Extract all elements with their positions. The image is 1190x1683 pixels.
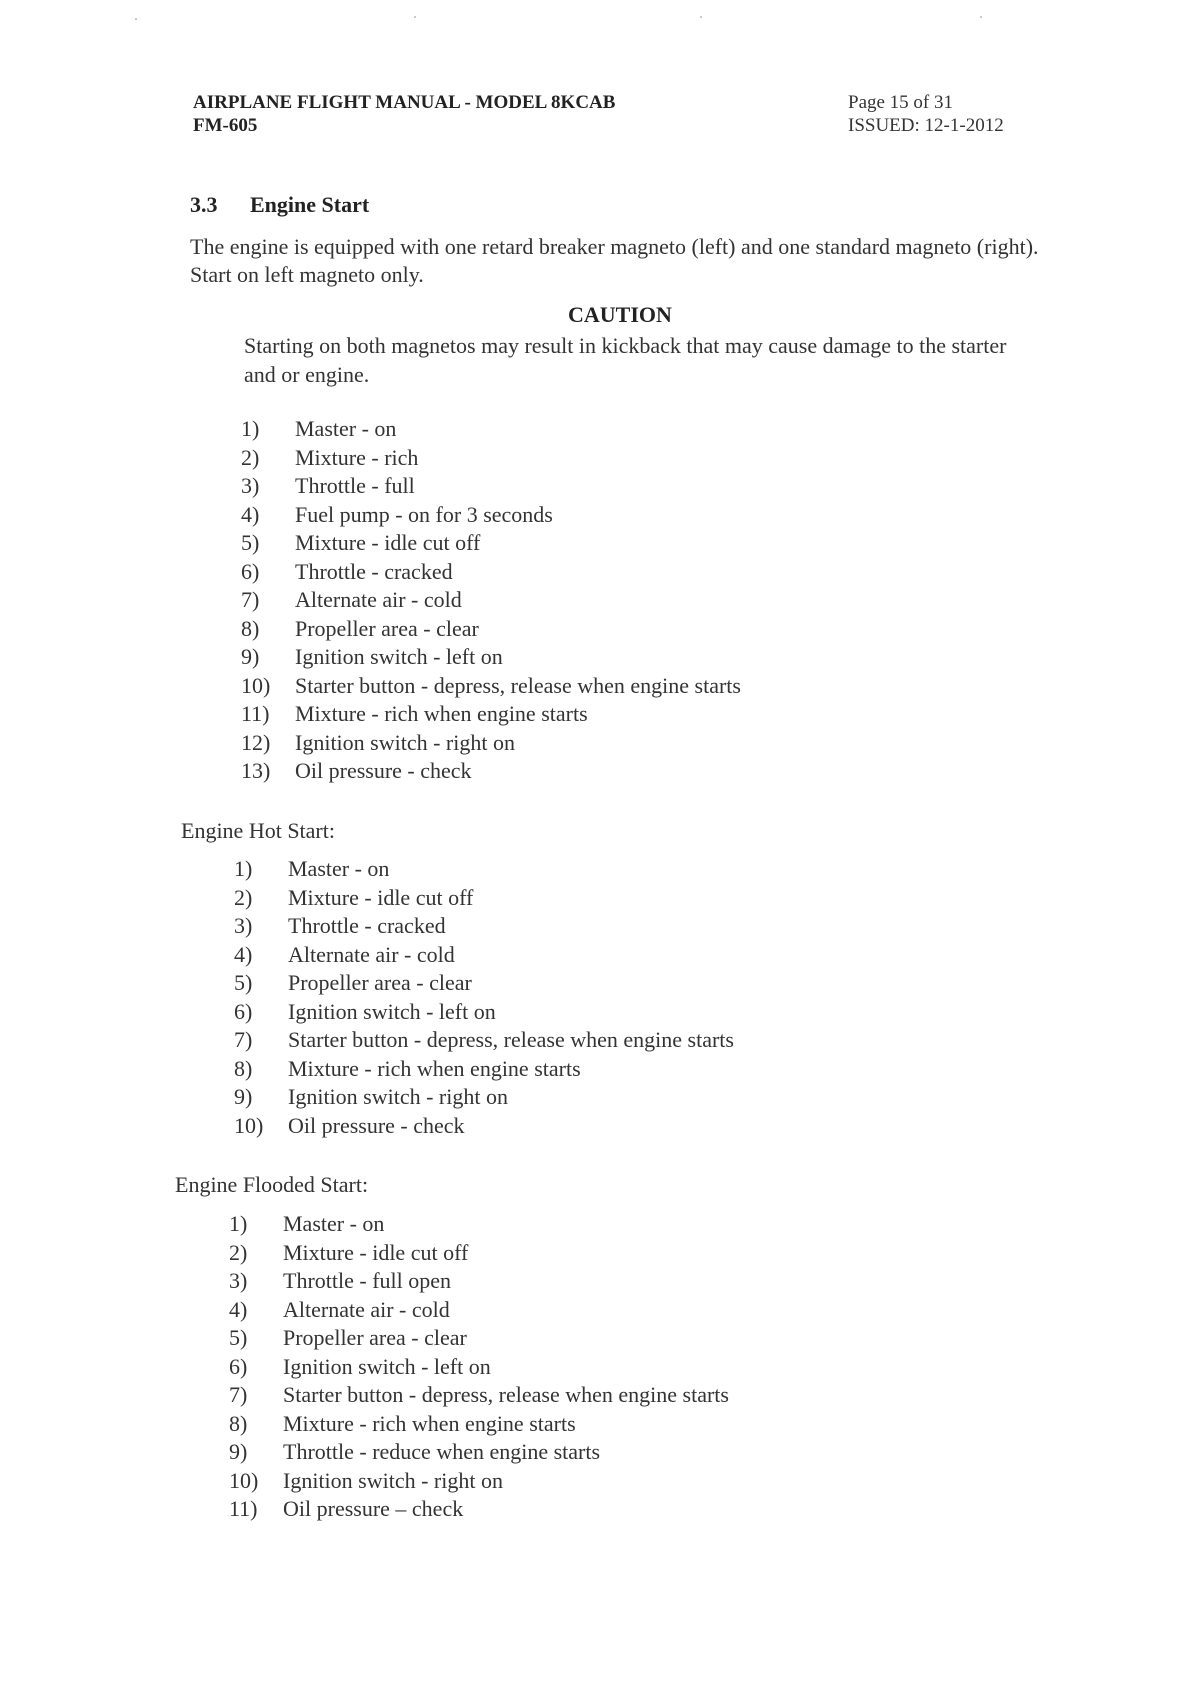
list-item — [234, 969, 734, 998]
scan-speck — [980, 16, 982, 18]
step-text: Propeller area - clear — [295, 615, 479, 641]
list-item — [234, 855, 734, 884]
step-number: 5) — [234, 970, 253, 995]
step-text: Alternate air - cold — [283, 1296, 450, 1322]
step-text: Master - on — [288, 856, 390, 881]
list-item — [229, 1381, 729, 1410]
section-number: 3.3 — [190, 192, 218, 217]
scan-speck — [700, 16, 702, 18]
list-item — [241, 700, 741, 729]
caution-text: Starting on both magnetos may result in kickback that may cause damage to the starter and or engine. — [244, 333, 1007, 387]
list-item — [241, 757, 741, 786]
list-item — [241, 558, 741, 587]
step-number: 6) — [241, 558, 260, 584]
step-number: 11) — [241, 701, 270, 726]
section-title: Engine Start — [250, 192, 370, 217]
step-number: 8) — [229, 1410, 248, 1436]
step-number: 10) — [241, 672, 271, 698]
step-text: Ignition switch - right on — [295, 729, 515, 755]
step-text: Oil pressure - check — [288, 1112, 465, 1138]
document-number: FM-605 — [193, 115, 258, 136]
list-item — [229, 1353, 729, 1382]
step-number: 3) — [234, 913, 253, 938]
scan-speck — [414, 16, 416, 18]
step-text: Alternate air - cold — [288, 941, 455, 967]
step-text: Throttle - cracked — [288, 913, 446, 938]
step-text: Throttle - cracked — [295, 558, 453, 584]
step-number: 1) — [241, 416, 260, 441]
list-item — [229, 1410, 729, 1439]
step-number: 7) — [229, 1382, 248, 1407]
step-text: Fuel pump - on for 3 seconds — [295, 501, 553, 527]
list-item — [229, 1267, 729, 1296]
list-item — [241, 415, 741, 444]
step-number: 3) — [229, 1268, 248, 1293]
step-text: Propeller area - clear — [288, 970, 472, 995]
step-number: 8) — [234, 1055, 253, 1081]
step-text: Alternate air - cold — [295, 587, 462, 612]
engine-start-steps — [241, 415, 741, 786]
step-text: Master - on — [295, 416, 397, 441]
step-number: 9) — [229, 1439, 248, 1464]
step-number: 8) — [241, 615, 260, 641]
list-item — [241, 501, 741, 530]
step-text: Starter button - depress, release when engine starts — [283, 1382, 729, 1407]
step-text: Mixture - rich when engine starts — [283, 1410, 576, 1436]
list-item — [229, 1495, 729, 1524]
list-item — [234, 1055, 734, 1084]
flooded-start-steps — [229, 1210, 729, 1524]
list-item — [229, 1324, 729, 1353]
list-item — [234, 1026, 734, 1055]
step-number: 4) — [241, 501, 260, 527]
step-number: 2) — [241, 444, 260, 470]
list-item — [234, 941, 734, 970]
step-text: Mixture - rich when engine starts — [288, 1055, 581, 1081]
step-text: Throttle - full open — [283, 1268, 452, 1293]
step-number: 6) — [229, 1353, 248, 1379]
step-text: Mixture - rich when engine starts — [295, 701, 588, 726]
list-item — [229, 1210, 729, 1239]
list-item — [234, 998, 734, 1027]
step-text: Throttle - reduce when engine starts — [283, 1439, 601, 1464]
step-text: Mixture - idle cut off — [295, 530, 481, 555]
issue-date: ISSUED: 12-1-2012 — [848, 115, 1004, 136]
step-number: 2) — [229, 1239, 248, 1265]
step-number: 1) — [234, 856, 253, 881]
step-text: Ignition switch - left on — [283, 1353, 491, 1379]
step-text: Propeller area - clear — [283, 1325, 467, 1350]
page-info — [848, 91, 1004, 137]
step-number: 12) — [241, 729, 271, 755]
step-number: 10) — [234, 1112, 264, 1138]
step-text: Ignition switch - left on — [288, 998, 496, 1024]
list-item — [241, 444, 741, 473]
step-text: Oil pressure - check — [295, 758, 472, 783]
step-number: 6) — [234, 998, 253, 1024]
step-number: 1) — [229, 1211, 248, 1236]
list-item — [241, 615, 741, 644]
list-item — [229, 1296, 729, 1325]
step-text: Ignition switch - left on — [295, 644, 503, 669]
list-item — [241, 643, 741, 672]
step-number: 3) — [241, 473, 260, 498]
list-item — [229, 1239, 729, 1268]
caution-title: CAUTION — [568, 302, 672, 327]
list-item — [234, 884, 734, 913]
list-item — [234, 912, 734, 941]
step-number: 11) — [229, 1496, 258, 1521]
section-heading — [190, 192, 369, 218]
list-item — [241, 586, 741, 615]
hot-start-heading: Engine Hot Start: — [181, 818, 335, 843]
list-item — [241, 472, 741, 501]
step-number: 9) — [234, 1084, 253, 1109]
hot-start-steps — [234, 855, 734, 1140]
step-number: 5) — [229, 1325, 248, 1350]
step-number: 4) — [229, 1296, 248, 1322]
step-text: Ignition switch - right on — [288, 1084, 508, 1109]
step-number: 2) — [234, 884, 253, 910]
step-number: 10) — [229, 1467, 259, 1493]
step-text: Ignition switch - right on — [283, 1467, 503, 1493]
step-text: Mixture - idle cut off — [283, 1239, 469, 1265]
step-text: Mixture - idle cut off — [288, 884, 474, 910]
list-item — [234, 1083, 734, 1112]
step-number: 13) — [241, 758, 271, 783]
step-text: Master - on — [283, 1211, 385, 1236]
step-text: Oil pressure – check — [283, 1496, 464, 1521]
section-intro: The engine is equipped with one retard breaker magneto (left) and one standard magneto (right). Start on left magneto only. — [190, 234, 1039, 287]
scan-speck — [135, 18, 137, 20]
step-number: 4) — [234, 941, 253, 967]
step-number: 9) — [241, 644, 260, 669]
step-text: Starter button - depress, release when engine starts — [288, 1027, 734, 1052]
step-text: Mixture - rich — [295, 444, 419, 470]
list-item — [241, 672, 741, 701]
list-item — [229, 1467, 729, 1496]
document-header — [193, 91, 615, 137]
page-number: Page 15 of 31 — [848, 92, 954, 113]
list-item — [241, 729, 741, 758]
step-number: 7) — [241, 587, 260, 612]
manual-title: AIRPLANE FLIGHT MANUAL - MODEL 8KCAB — [193, 92, 616, 113]
list-item — [229, 1438, 729, 1467]
step-text: Starter button - depress, release when engine starts — [295, 672, 741, 698]
step-number: 5) — [241, 530, 260, 555]
list-item — [234, 1112, 734, 1141]
list-item — [241, 529, 741, 558]
flooded-start-heading: Engine Flooded Start: — [175, 1172, 369, 1197]
step-text: Throttle - full — [295, 473, 415, 498]
step-number: 7) — [234, 1027, 253, 1052]
